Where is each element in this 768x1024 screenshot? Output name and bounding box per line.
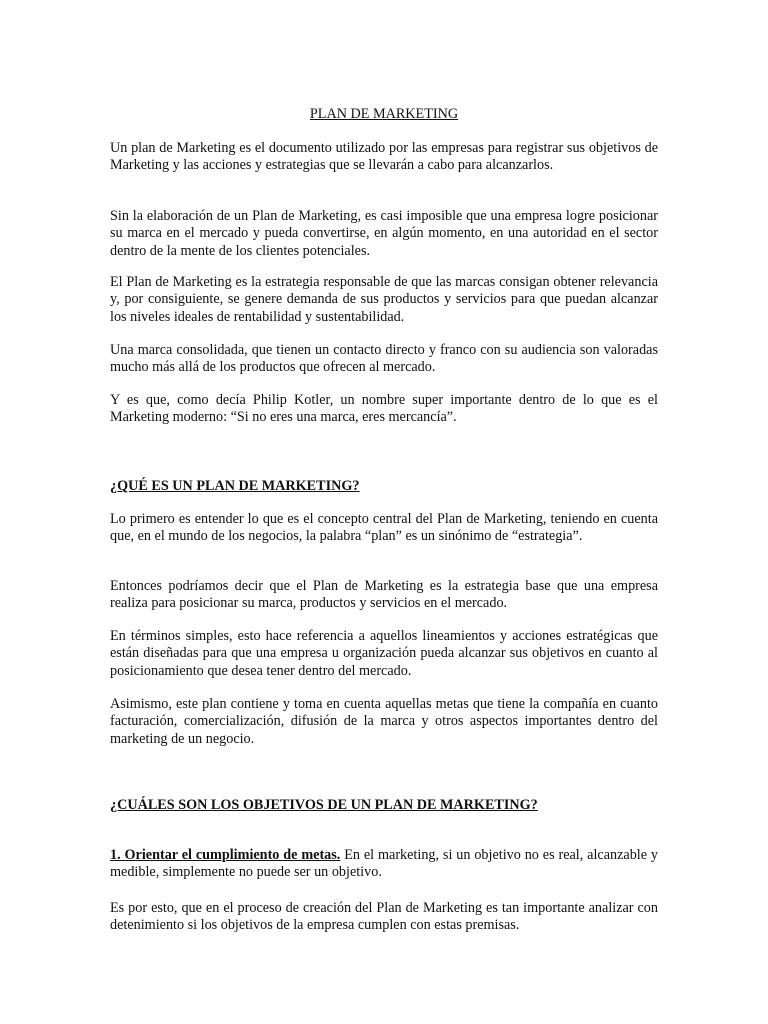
section1-paragraph-1: Lo primero es entender lo que es el concepto central del Plan de Marketing, teniendo en cuenta que, en el mundo de los negocios, la palabra “plan” es un sinónimo de “estrategia”.	[110, 511, 658, 545]
section1-paragraph-4: Asimismo, este plan contiene y toma en cuenta aquellas metas que tiene la compañía en cuanto facturación, comercialización, difusión de la marca y otros aspectos importantes dentro del marketing de un negocio.	[110, 696, 658, 747]
intro-paragraph-4: Una marca consolidada, que tienen un contacto directo y franco con su audiencia son valoradas mucho más allá de los productos que ofrecen al mercado.	[110, 342, 658, 376]
intro-paragraph-2: Sin la elaboración de un Plan de Marketing, es casi imposible que una empresa logre posicionar su marca en el mercado y pueda convertirse, en algún momento, en una autoridad en el sector dentro de la mente de los clientes potenciales.	[110, 208, 658, 259]
section1-paragraph-3: En términos simples, esto hace referencia a aquellos lineamientos y acciones estratégicas que están diseñadas para que una empresa u organización pueda alcanzar sus objetivos en cuanto al posicionamiento que desea tener dentro del mercado.	[110, 628, 658, 679]
intro-paragraph-1: Un plan de Marketing es el documento utilizado por las empresas para registrar sus objetivos de Marketing y las acciones y estrategias que se llevarán a cabo para alcanzarlos.	[110, 140, 658, 174]
objective-item-1-text: En el marketing, si un objetivo no es real, alcanzable y medible, simplemente no puede ser un objetivo.	[110, 847, 658, 881]
section1-paragraph-2: Entonces podríamos decir que el Plan de Marketing es la estrategia base que una empresa realiza para posicionar su marca, productos y servicios en el mercado.	[110, 578, 658, 612]
objective-item-1	[110, 847, 658, 882]
section-heading-what-is: ¿QUÉ ES UN PLAN DE MARKETING?	[110, 478, 360, 494]
section-heading-objectives: ¿CUÁLES SON LOS OBJETIVOS DE UN PLAN DE MARKETING?	[110, 797, 538, 813]
intro-paragraph-3: El Plan de Marketing es la estrategia responsable de que las marcas consigan obtener relevancia y, por consiguiente, se genere demanda de sus productos y servicios para que puedan alcanzar los niveles ideales de rentabilidad y sustentabilidad.	[110, 274, 658, 325]
document-title: PLAN DE MARKETING	[309, 106, 459, 122]
section2-paragraph-1: Es por esto, que en el proceso de creación del Plan de Marketing es tan importante analizar con detenimiento si los objetivos de la empresa cumplen con estas premisas.	[110, 900, 658, 934]
objective-item-1-lead: 1. Orientar el cumplimiento de metas.	[110, 847, 341, 863]
intro-paragraph-5: Y es que, como decía Philip Kotler, un nombre super importante dentro de lo que es el Marketing moderno: “Si no eres una marca, eres mercancía”.	[110, 392, 658, 426]
